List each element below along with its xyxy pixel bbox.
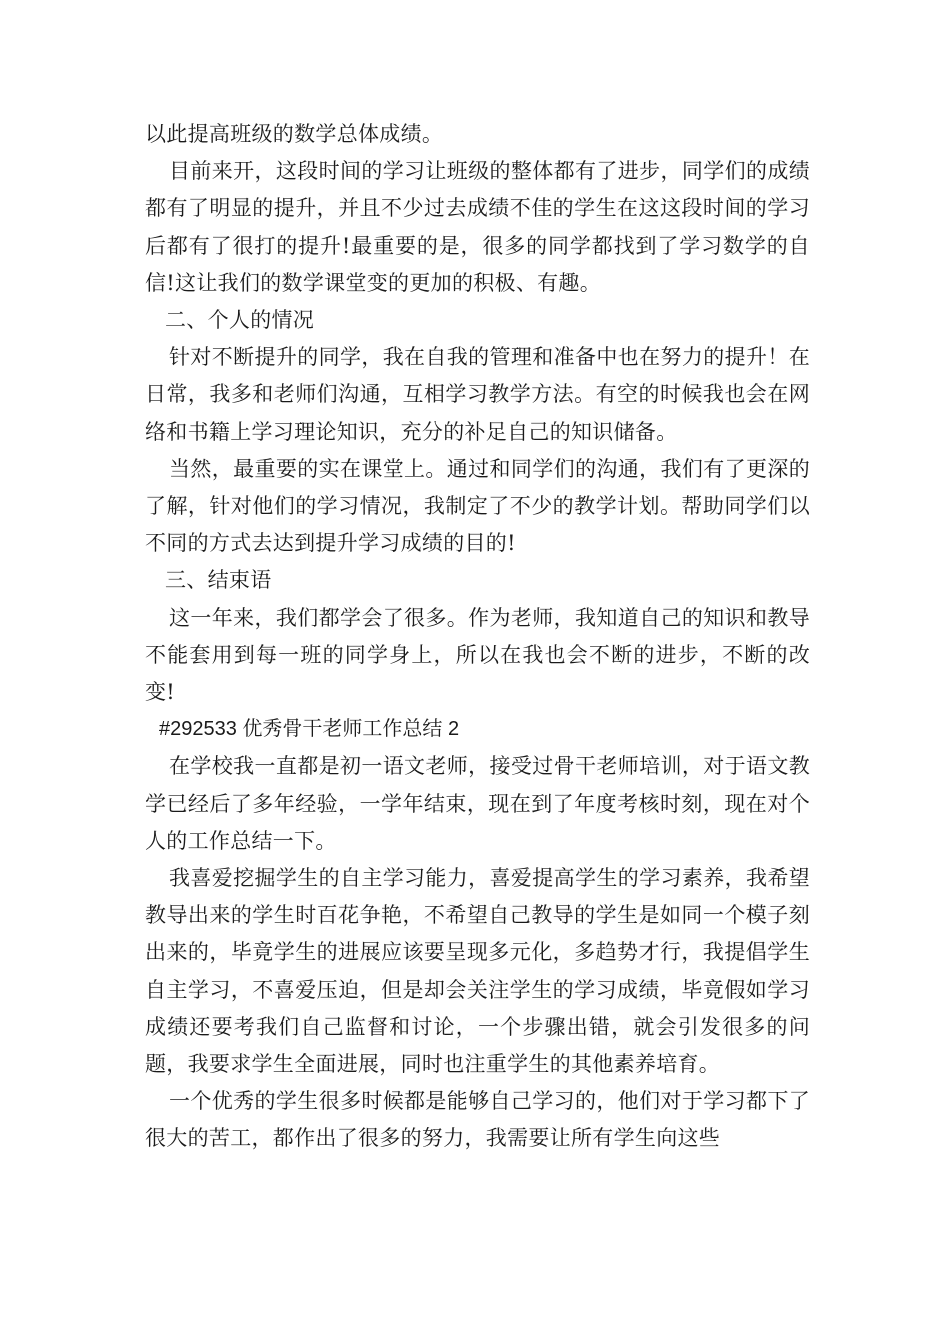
section-heading-conclusion: 三、结束语 bbox=[165, 568, 272, 593]
paragraph-excellent-students: 一个优秀的学生很多时候都是能够自己学习的，他们对于学习都下了很大的苦工，都作出了很多的努力，我需要让所有学生向这些 bbox=[145, 1089, 810, 1151]
paragraph-self-improvement: 针对不断提升的同学，我在自我的管理和准备中也在努力的提升！在日常，我多和老师们沟通，互相学习教学方法。有空的时候我也会在网络和书籍上学习理论知识，充分的补足自己的知识储备。 bbox=[145, 345, 810, 444]
document-body bbox=[145, 116, 810, 1158]
paragraph-intro: 在学校我一直都是初一语文老师，接受过骨干老师培训，对于语文教学已经后了多年经验，一学年结束，现在到了年度考核时刻，现在对个人的工作总结一下。 bbox=[145, 754, 810, 853]
paragraph-teaching-philosophy: 我喜爱挖掘学生的自主学习能力，喜爱提高学生的学习素养，我希望教导出来的学生时百花争艳，不希望自己教导的学生是如同一个模子刻出来的，毕竟学生的进展应该要呈现多元化，多趋势才行，我提倡学生自主学习，不喜爱压迫，但是却会关注学生的学习成绩，毕竟假如学习成绩还要考我们自己监督和讨论，一个步骤出错，就会引发很多的问题，我要求学生全面进展，同时也注重学生的其他素养培育。 bbox=[145, 866, 810, 1077]
paragraph-progress: 目前来开，这段时间的学习让班级的整体都有了进步，同学们的成绩都有了明显的提升，并且不少过去成绩不佳的学生在这这段时间的学习后都有了很打的提升!最重要的是，很多的同学都找到了学习数学的自信!这让我们的数学课堂变的更加的积极、有趣。 bbox=[145, 159, 810, 295]
article-title: #292533 优秀骨干老师工作总结 2 bbox=[159, 718, 460, 741]
paragraph-continuation: 以此提高班级的数学总体成绩。 bbox=[145, 122, 444, 146]
paragraph-classroom: 当然，最重要的实在课堂上。通过和同学们的沟通，我们有了更深的了解，针对他们的学习情况，我制定了不少的教学计划。帮助同学们以不同的方式去达到提升学习成绩的目的! bbox=[145, 456, 810, 556]
section-heading-personal: 二、个人的情况 bbox=[165, 308, 315, 333]
paragraph-conclusion: 这一年来，我们都学会了很多。作为老师，我知道自己的知识和教导不能套用到每一班的同学身上，所以在我也会不断的进步，不断的改变! bbox=[145, 605, 810, 705]
